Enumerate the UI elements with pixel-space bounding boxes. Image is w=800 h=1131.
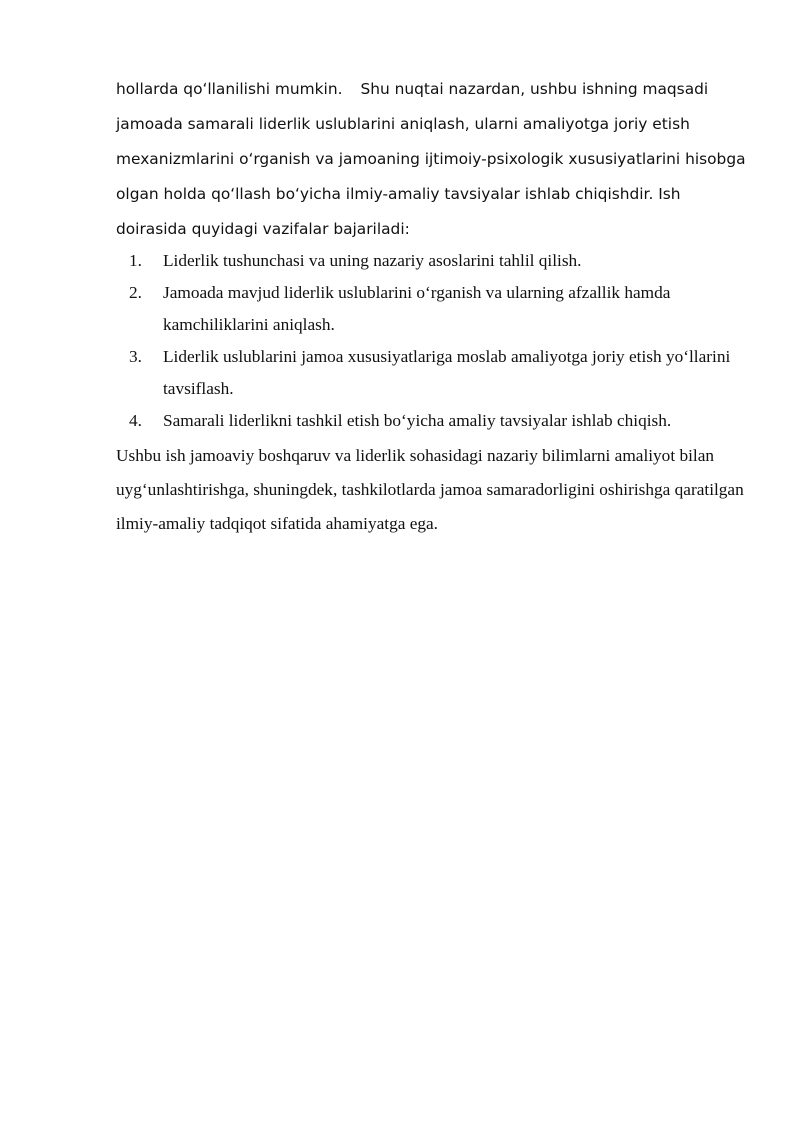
- task-item: [116, 277, 756, 341]
- task-text: Jamoada mavjud liderlik uslublarini oʻrganish va ularning afzallik hamda kamchiliklarini aniqlash.: [163, 283, 671, 334]
- task-text: Liderlik tushunchasi va uning nazariy asoslarini tahlil qilish.: [163, 251, 582, 270]
- conclusion-paragraph: Ushbu ish jamoaviy boshqaruv va liderlik sohasidagi nazariy bilimlarni amaliyot bilan uygʻunlashtirishga, shuningdek, tashkilotlarda jamoa samaradorligini oshirishga qaratilgan ilmiy-amaliy tadqiqot sifatida ahamiyatga ega.: [116, 446, 744, 533]
- task-item: [116, 341, 756, 405]
- intro-text-part1: hollarda qoʻllanilishi mumkin.: [116, 80, 343, 98]
- intro-paragraph: [116, 72, 756, 247]
- task-text: Samarali liderlikni tashkil etish boʻyicha amaliy tavsiyalar ishlab chiqish.: [163, 411, 672, 430]
- task-number: 3.: [129, 347, 142, 366]
- intro-text-part2: Shu nuqtai nazardan, ushbu ishning maqsadi jamoada samarali liderlik uslublarini aniqlash, ularni amaliyotga joriy etish mexanizmlarini oʻrganish va jamoaning ijtimoiy-psixologik xususiyatlarini hisobga olgan holda qoʻllash boʻyicha ilmiy-amaliy tavsiyalar ishlab chiqishdir. Ish doirasida quyidagi vazifalar bajariladi:: [116, 80, 746, 238]
- task-item: [116, 405, 756, 437]
- task-number: 2.: [129, 283, 142, 302]
- task-number: 4.: [129, 411, 142, 430]
- task-list: [116, 245, 756, 437]
- task-number: 1.: [129, 251, 142, 270]
- task-text: Liderlik uslublarini jamoa xususiyatlariga moslab amaliyotga joriy etish yoʻllarini tavsiflash.: [163, 347, 731, 398]
- task-item: [116, 245, 756, 277]
